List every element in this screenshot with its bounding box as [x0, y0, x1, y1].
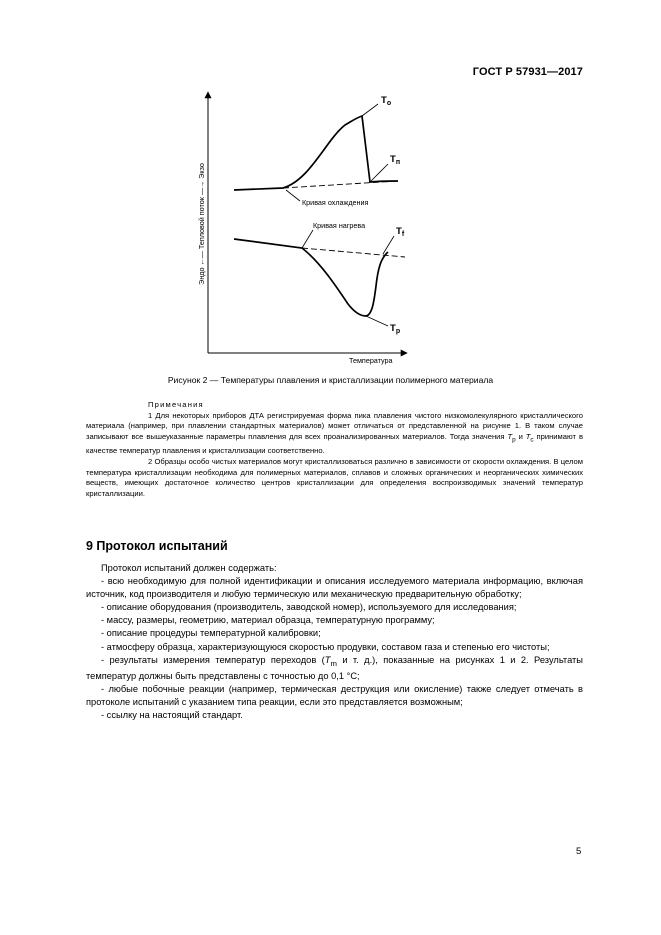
page-number: 5	[576, 846, 582, 857]
document-header: ГОСТ Р 57931—2017	[472, 66, 583, 78]
cooling-label-leader	[286, 190, 300, 201]
heating-baseline-extrapolation	[302, 248, 405, 257]
note-2: 2 Образцы особо чистых материалов могут кристаллизоваться различно в зависимости от скорости охлаждения. В целом температура кристаллизации необходима для полимерных материалов, сплавов и сложных органических и неорганических химических веществ, имеющих достаточное количество центров кристаллизации для определения воспроизводимых значений температур кристаллизации.	[86, 457, 583, 498]
notes-block	[86, 400, 583, 499]
notes-title: Примечания	[148, 400, 204, 409]
y-axis-label: Эндо ←— Тепловой поток —→ Экзо	[197, 163, 206, 285]
list-item: - массу, размеры, геометрию, материал образца, температурную программу;	[101, 615, 435, 626]
list-item: - описание процедуры температурной калибровки;	[101, 628, 321, 639]
list-item: - ссылку на настоящий стандарт.	[101, 709, 243, 720]
t-p-upper-label: $T_п$	[390, 154, 401, 166]
t-o-leader	[362, 104, 378, 116]
t-p-lower-leader	[366, 316, 388, 326]
list-item: - атмосферу образца, характеризующуюся скоростью продувки, составом газа и степенью его чистоты;	[101, 641, 550, 652]
heating-curve-label: Кривая нагрева	[313, 221, 366, 230]
t-p-upper-leader	[371, 164, 388, 181]
section-body	[86, 562, 583, 722]
dta-figure	[0, 0, 661, 400]
cooling-curve-label: Кривая охлаждения	[302, 198, 369, 207]
list-item: - описание оборудования (производитель, заводской номер), используемого для исследования;	[101, 602, 517, 613]
section-intro: Протокол испытаний должен содержать:	[101, 563, 277, 573]
list-item: - всю необходимую для полной идентификации и описания исследуемого материала информацию, включая источник, код производителя и любую термическую или механическую предварительную обработку;	[86, 576, 583, 600]
list-item: - результаты измерения температур переходов ($T_m$ и т. д.), показанные на рисунках 1 и 2. Результаты температур должны быть представлены с точностью до 0,1 °С;	[86, 654, 583, 681]
t-p-lower-label: $T_p$	[390, 323, 401, 335]
note-1: 1 Для некоторых приборов ДТА регистрируемая форма пика плавления чистого низкомолекулярного кристаллического материала (например, при плавлении стандартных материалов) может отличаться от представленной на рисунке 1. В таком случае записывают все вышеуказанные параметры плавления для всех проанализированных материалов. Тогда значения $T_p$ и $T_c$ принимают в качестве температур плавления и кристаллизации соответственно.	[86, 410, 583, 455]
x-axis-label: Температура	[349, 356, 393, 365]
figure-caption: Рисунок 2 — Температуры плавления и кристаллизации полимерного материала	[167, 375, 494, 385]
list-item: - любые побочные реакции (например, термическая деструкция или окисление) также следует отмечать в протоколе испытаний с указанием типа реакции, если это представляется возможным;	[86, 683, 583, 707]
section-title: 9 Протокол испытаний	[86, 539, 228, 553]
t-f-leader	[383, 236, 394, 254]
heating-label-leader	[302, 230, 313, 248]
t-o-label: $T_o$	[381, 95, 392, 107]
heating-curve	[234, 239, 388, 316]
t-f-label: $T_f$	[396, 226, 405, 238]
